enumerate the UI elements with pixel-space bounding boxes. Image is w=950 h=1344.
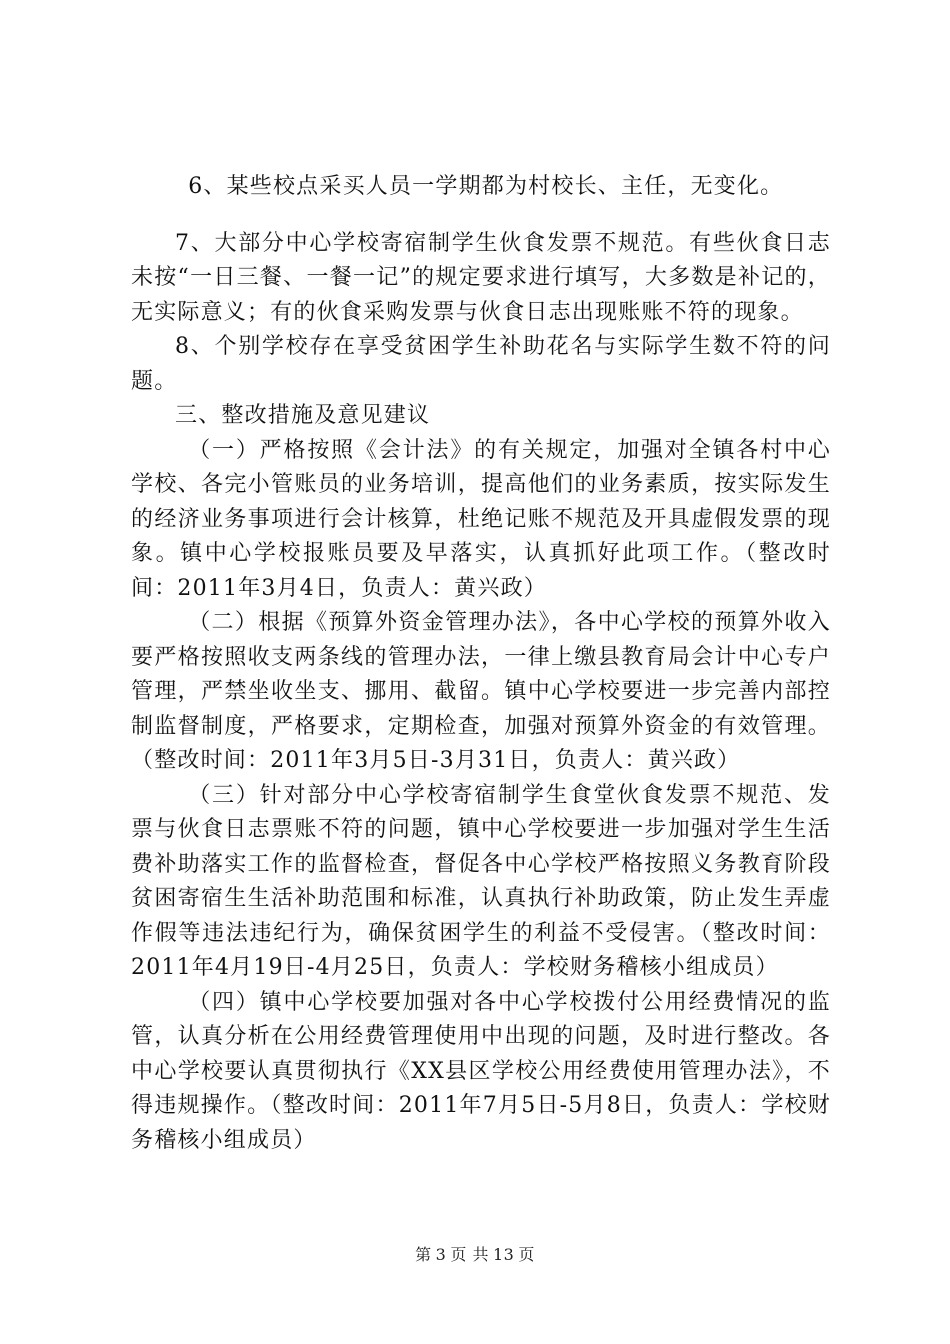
paragraph-measure-3: （三）针对部分中心学校寄宿制学生食堂伙食发票不规范、发票与伙食日志票账不符的问题，镇中心学校要进一步加强对学生生活费补助落实工作的监督检查，督促各中心学校严格按照义务教育阶段贫困寄宿生生活补助范围和标准，认真执行补助政策，防止发生弄虚作假等违法违纪行为，确保贫困学生的利益不受侵害。（整改时间：2011年4月19日-4月25日，负责人：学校财务稽核小组成员） [131,782,831,980]
paragraph-measure-4: （四）镇中心学校要加强对各中心学校拨付公用经费情况的监管，认真分析在公用经费管理使用中出现的问题，及时进行整改。各中心学校要认真贯彻执行《XX县区学校公用经费使用管理办法》，不得违规操作。（整改时间：2011年7月5日-5月8日，负责人：学校财务稽核小组成员） [131,989,831,1153]
paragraph-item-8: 8、个别学校存在享受贫困学生补助花名与实际学生数不符的问题。 [131,334,831,394]
paragraph-item-6: 6、某些校点采买人员一学期都为村校长、主任，无变化。 [188,174,784,199]
page-suffix: 页 [518,1245,535,1264]
page-prefix: 第 [415,1245,432,1264]
current-page-number: 3 [435,1245,447,1264]
total-pages-number: 13 [492,1245,515,1264]
paragraph-item-7: 7、大部分中心学校寄宿制学生伙食发票不规范。有些伙食日志未按“一日三餐、一餐一记”的规定要求进行填写，大多数是补记的，无实际意义；有的伙食采购发票与伙食日志出现账账不符的现象。 [131,230,831,325]
page-mid-text: 页 共 [450,1245,489,1264]
page-footer [0,1242,950,1265]
document-body [131,170,831,1158]
section-heading: 三、整改措施及意见建议 [175,403,431,428]
paragraph-measure-2: （二）根据《预算外资金管理办法》，各中心学校的预算外收入要严格按照收支两条线的管理办法，一律上缴县教育局会计中心专户管理，严禁坐收坐支、挪用、截留。镇中心学校要进一步完善内部控制监督制度，严格要求，定期检查，加强对预算外资金的有效管理。（整改时间：2011年3月5日-3月31日，负责人：黄兴政） [131,610,831,773]
paragraph-measure-1: （一）严格按照《会计法》的有关规定，加强对全镇各村中心学校、各完小管账员的业务培训，提高他们的业务素质，按实际发生的经济业务事项进行会计核算，杜绝记账不规范及开具虚假发票的现象。镇中心学校报账员要及早落实，认真抓好此项工作。（整改时间：2011年3月4日，负责人：黄兴政） [131,437,831,601]
